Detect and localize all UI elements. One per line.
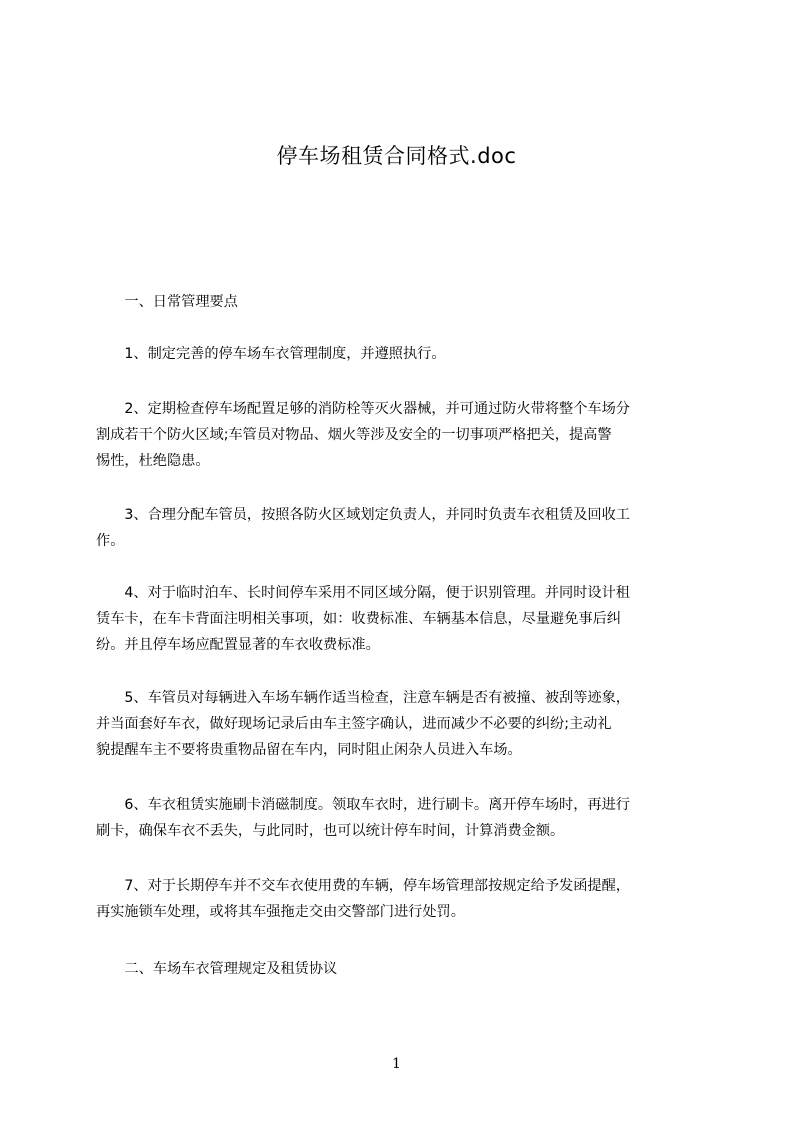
paragraph-line: 割成若干个防火区域;车管员对物品、烟火等涉及安全的一切事项严格把关，提高警 [96, 427, 612, 443]
paragraph-line: 2、定期检查停车场配置足够的消防栓等灭火器械，并可通过防火带将整个车场分 [96, 401, 630, 417]
paragraph-line: 刷卡，确保车衣不丢失，与此同时，也可以统计停车时间，计算消费金额。 [96, 823, 565, 839]
paragraph-line: 纷。并且停车场应配置显著的车衣收费标准。 [96, 637, 380, 653]
paragraph-item-5 [96, 685, 716, 763]
paragraph-line: 7、对于长期停车并不交车衣使用费的车辆，停车场管理部按规定给予发函提醒， [96, 878, 630, 894]
paragraph-item-3 [96, 502, 716, 554]
paragraph-line: 3、合理分配车管员，按照各防火区域划定负责人，并同时负责车衣租赁及回收工 [96, 507, 630, 523]
paragraph-line: 1、制定完善的停车场车衣管理制度，并遵照执行。 [96, 346, 446, 362]
paragraph-item-4 [96, 580, 716, 658]
paragraph-line: 二、车场车衣管理规定及租赁协议 [96, 961, 338, 977]
paragraph-line: 一、日常管理要点 [96, 294, 238, 310]
paragraph-line: 赁车卡，在车卡背面注明相关事项，如：收费标准、车辆基本信息，尽量避免事后纠 [96, 611, 621, 627]
paragraph-line: 再实施锁车处理，或将其车强拖走交由交警部门进行处罚。 [96, 904, 465, 920]
paragraph-line: 作。 [96, 533, 125, 549]
section-heading-2 [96, 956, 716, 982]
paragraph-item-6 [96, 792, 716, 844]
section-heading-1 [96, 289, 716, 315]
paragraph-line: 并当面套好车衣，做好现场记录后由车主签字确认，进而减少不必要的纠纷;主动礼 [96, 716, 612, 732]
page-number: 1 [392, 1056, 401, 1072]
paragraph-item-2 [96, 396, 716, 474]
paragraph-item-7 [96, 873, 716, 925]
paragraph-line: 4、对于临时泊车、长时间停车采用不同区域分隔，便于识别管理。并同时设计租 [96, 585, 630, 601]
paragraph-line: 貌提醒车主不要将贵重物品留在车内，同时阻止闲杂人员进入车场。 [96, 742, 522, 758]
document-title: 停车场租赁合同格式.doc [276, 144, 517, 168]
paragraph-line: 5、车管员对每辆进入车场车辆作适当检查，注意车辆是否有被撞、被刮等迹象， [96, 690, 630, 706]
paragraph-item-1 [96, 341, 716, 367]
paragraph-line: 惕性，杜绝隐患。 [96, 453, 210, 469]
paragraph-line: 6、车衣租赁实施刷卡消磁制度。领取车衣时，进行刷卡。离开停车场时，再进行 [96, 797, 630, 813]
